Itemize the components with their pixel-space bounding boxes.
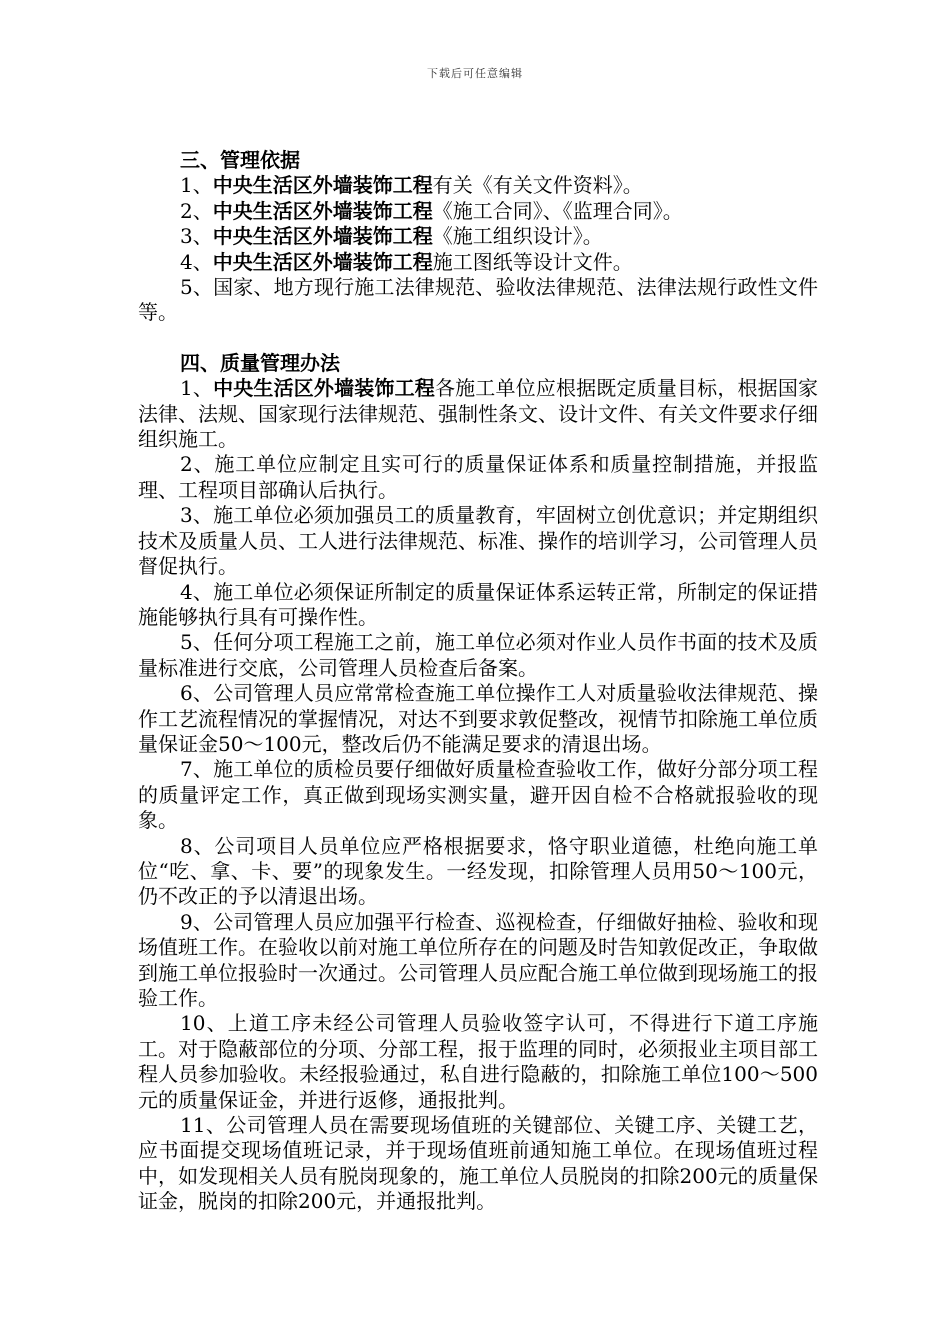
list-item (138, 580, 818, 631)
project-name: 中央生活区外墙装饰工程 (212, 198, 433, 223)
list-item (138, 1113, 818, 1215)
item-text: 施工图纸等设计文件。 (432, 249, 633, 274)
project-name: 中央生活区外墙装饰工程 (212, 173, 433, 198)
item-number: 2、 (180, 452, 215, 477)
item-number: 7、 (180, 757, 214, 782)
item-text: 施工单位的质检员要仔细做好质量检查验收工作，做好分部分项工程的质量评定工作，真正做到现场实测实量，避开因自检不合格就报验收的现象。 (138, 757, 819, 833)
item-text: 国家、地方现行施工法律规范、验收法律规范、法律法规行政性文件等。 (138, 275, 819, 325)
project-name: 中央生活区外墙装饰工程 (212, 249, 433, 274)
list-item (138, 1011, 818, 1113)
item-number: 4、 (180, 579, 214, 604)
item-number: 6、 (180, 681, 214, 706)
item-text: 公司管理人员应常常检查施工单位操作工人对质量验收法律规范、操作工艺流程情况的掌握情况，对达不到要求敦促整改，视情节扣除施工单位质量保证金50～100元，整改后仍不能满足要求的清退出场。 (138, 681, 819, 756)
item-text: 施工单位必须加强员工的质量教育，牢固树立创优意识；并定期组织技术及质量人员、工人进行法律规范、标准、操作的培训学习，公司管理人员督促执行。 (138, 503, 819, 579)
management-basis-list (138, 173, 818, 325)
list-item (138, 275, 818, 326)
list-item (138, 376, 818, 452)
item-text: 上道工序未经公司管理人员验收签字认可，不得进行下道工序施工。对于隐蔽部位的分项、分部工程，报于监理的同时，必须报业主项目部工程人员参加验收。未经报验通过，私自进行隐蔽的，扣除施工单位100～500元的质量保证金，并进行返修，通报批判。 (138, 1011, 819, 1112)
list-item (138, 834, 818, 910)
item-number: 9、 (180, 909, 214, 934)
list-item (138, 250, 818, 275)
project-name: 中央生活区外墙装饰工程 (213, 376, 435, 401)
list-item (138, 910, 818, 1012)
item-text: 各施工单位应根据既定质量目标，根据国家法律、法规、国家现行法律规范、强制性条文、设计文件、有关文件要求仔细组织施工。 (138, 376, 819, 452)
list-item (138, 199, 818, 224)
list-item (138, 452, 818, 503)
list-item (138, 503, 818, 579)
item-number: 1、 (180, 376, 214, 401)
item-number: 2、 (180, 198, 213, 223)
item-text: 任何分项工程施工之前，施工单位必须对作业人员作书面的技术及质量标准进行交底，公司管理人员检查后备案。 (138, 630, 819, 680)
item-text: 施工单位应制定且实可行的质量保证体系和质量控制措施，并报监理、工程项目部确认后执行。 (138, 452, 819, 502)
item-text: 《施工合同》、《监理合同》。 (432, 198, 683, 223)
quality-management-list (138, 376, 818, 1214)
project-name: 中央生活区外墙装饰工程 (212, 224, 433, 249)
item-text: 有关《有关文件资料》。 (432, 173, 643, 198)
item-text: 公司管理人员在需要现场值班的关键部位、关键工序、关键工艺，应书面提交现场值班记录，并于现场值班前通知施工单位。在现场值班过程中，如发现相关人员有脱岗现象的，施工单位人员脱岗的扣除200元的质量保证金，脱岗的扣除200元，并通报批判。 (138, 1113, 819, 1214)
item-number: 5、 (180, 275, 214, 300)
item-text: 施工单位必须保证所制定的质量保证体系运转正常，所制定的保证措施能够执行具有可操作性。 (138, 579, 819, 629)
item-number: 5、 (180, 630, 214, 655)
item-number: 1、 (180, 173, 213, 198)
list-item (138, 173, 818, 198)
item-number: 8、 (180, 833, 215, 858)
page-header: 下载后可任意编辑 (427, 67, 523, 80)
list-item (138, 681, 818, 757)
item-number: 4、 (180, 249, 213, 274)
item-number: 11、 (180, 1113, 227, 1138)
section-gap (138, 326, 818, 351)
list-item (138, 630, 818, 681)
item-number: 10、 (180, 1011, 228, 1036)
item-text: 《施工组织设计》。 (432, 224, 603, 249)
item-number: 3、 (180, 503, 214, 528)
item-text: 公司管理人员应加强平行检查、巡视检查，仔细做好抽检、验收和现场值班工作。在验收以前对施工单位所存在的问题及时告知敦促改正，争取做到施工单位报验时一次通过。公司管理人员应配合施工单位做到现场施工的报验工作。 (138, 909, 819, 1010)
list-item (138, 224, 818, 249)
item-text: 公司项目人员单位应严格根据要求，恪守职业道德，杜绝向施工单位“吃、拿、卡、要”的现象发生。一经发现，扣除管理人员用50～100元，仍不改正的予以清退出场。 (138, 833, 819, 909)
section-title-management-basis: 三、管理依据 (180, 148, 300, 172)
document-body (138, 148, 818, 1215)
section-title-quality-management: 四、质量管理办法 (180, 350, 340, 375)
list-item (138, 757, 818, 833)
item-number: 3、 (180, 224, 213, 249)
